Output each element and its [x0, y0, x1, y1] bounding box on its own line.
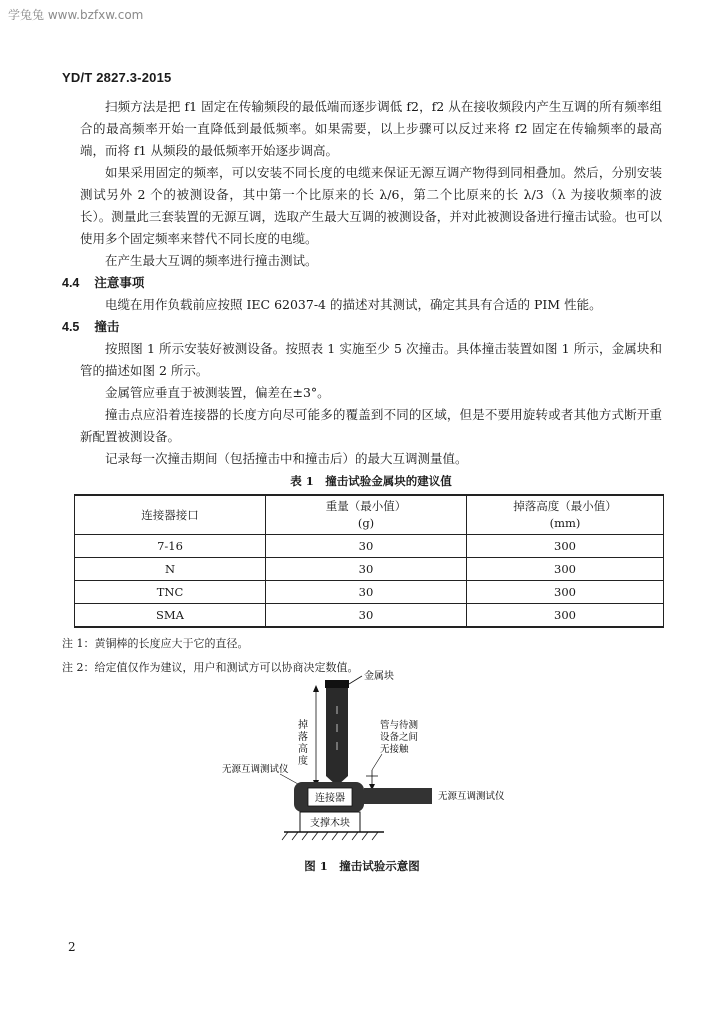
table-cell: TNC	[75, 581, 266, 604]
impact-block-table	[74, 494, 664, 628]
label-pim-tester-left: 无源互调测试仪	[222, 764, 289, 775]
standard-number: YD/T 2827.3-2015	[62, 70, 172, 85]
paragraph: 电缆在用作负载前应按照 IEC 62037-4 的描述对其测试，确定其具有合适的 PIM 性能。	[105, 297, 602, 312]
table-cell: 300	[467, 604, 664, 628]
section-title: 撞击	[94, 319, 120, 334]
paragraph: 在产生最大互调的频率进行撞击测试。	[105, 253, 318, 268]
table-cell: 7-16	[75, 535, 266, 558]
page-number: 2	[68, 940, 76, 954]
table-row	[75, 581, 664, 604]
label-support-block: 支撑木块	[310, 818, 350, 829]
column-header-title: 重量（最小值）	[325, 499, 407, 513]
column-header-title: 掉落高度（最小值）	[513, 499, 617, 513]
label-drop-height: 掉 落 高 度	[298, 720, 308, 767]
section-title: 注意事项	[94, 275, 145, 290]
table-cell: 30	[266, 535, 467, 558]
label-pim-tester-right: 无源互调测试仪	[438, 791, 505, 802]
table-note: 注 1：黄铜棒的长度应大于它的直径。	[62, 637, 249, 650]
table-cell: 30	[266, 581, 467, 604]
table-cell: 30	[266, 558, 467, 581]
label-metal-block: 金属块	[364, 671, 394, 682]
table-cell: SMA	[75, 604, 266, 628]
paragraph: 按照图 1 所示安装好被测设备。按照表 1 实施至少 5 次撞击。具体撞击装置如图 1 所示，金属块和管的描述如图 2 所示。	[80, 341, 662, 378]
column-header	[266, 495, 467, 535]
column-header	[467, 495, 664, 535]
column-header-unit: (g)	[357, 516, 375, 530]
column-header: 连接器接口	[75, 495, 266, 535]
section-number: 4.4	[62, 276, 80, 290]
table-cell: 300	[467, 535, 664, 558]
table-row	[75, 558, 664, 581]
ground-hatch	[282, 832, 378, 840]
section-number: 4.5	[62, 320, 80, 334]
section-heading-4-5	[62, 316, 662, 338]
table-cell: 30	[266, 604, 467, 628]
table-note: 注 2：给定值仅作为建议，用户和测试方可以协商决定数值。	[62, 661, 359, 674]
label-connector: 连接器	[315, 793, 345, 804]
paragraph: 如果采用固定的频率，可以安装不同长度的电缆来保证无源互调产物得到同相叠加。然后，分别安装测试另外 2 个的被测设备，其中第一个比原来的长 λ/6，第二个比原来的长 λ/3（λ 为接收频率的波长）。测量此三套装置的无源互调，选取产生最大互调的被测设备，并对此被测设备进行撞击试验。也可以使用多个固定频率来替代不同长度的电缆。	[80, 165, 662, 246]
table-row	[75, 535, 664, 558]
paragraph: 记录每一次撞击期间（包括撞击中和撞击后）的最大互调测量值。	[105, 451, 468, 466]
label-no-contact: 管与待测 设备之间 无接触	[380, 720, 419, 755]
watermark: 学兔兔 www.bzfxw.com	[8, 8, 144, 22]
cable	[364, 788, 432, 804]
paragraph: 撞击点应沿着连接器的长度方向尽可能多的覆盖到不同的区域，但是不要用旋转或者其他方式断开重新配置被测设备。	[80, 407, 662, 444]
metal-block	[325, 680, 349, 688]
figure-caption: 图 1 撞击试验示意图	[304, 859, 420, 873]
column-header-unit: (mm)	[549, 516, 581, 530]
section-heading-4-4	[62, 272, 662, 294]
table-cell: 300	[467, 558, 664, 581]
table-caption: 表 1 撞击试验金属块的建议值	[290, 474, 452, 488]
leader-line	[349, 676, 362, 684]
table-row	[75, 604, 664, 628]
table-cell: 300	[467, 581, 664, 604]
paragraph: 金属管应垂直于被测装置，偏差在±3°。	[105, 385, 330, 400]
impact-test-diagram	[210, 666, 540, 846]
paragraph: 扫频方法是把 f1 固定在传输频段的最低端而逐步调低 f2，f2 从在接收频段内产生互调的所有频率组合的最高频率开始一直降低到最低频率。如果需要，以上步骤可以反过来将 f2 固定在传输频率的最高端，而将 f1 从频段的最低频率开始逐步调高。	[80, 99, 662, 158]
table-cell: N	[75, 558, 266, 581]
document-body	[62, 96, 662, 678]
